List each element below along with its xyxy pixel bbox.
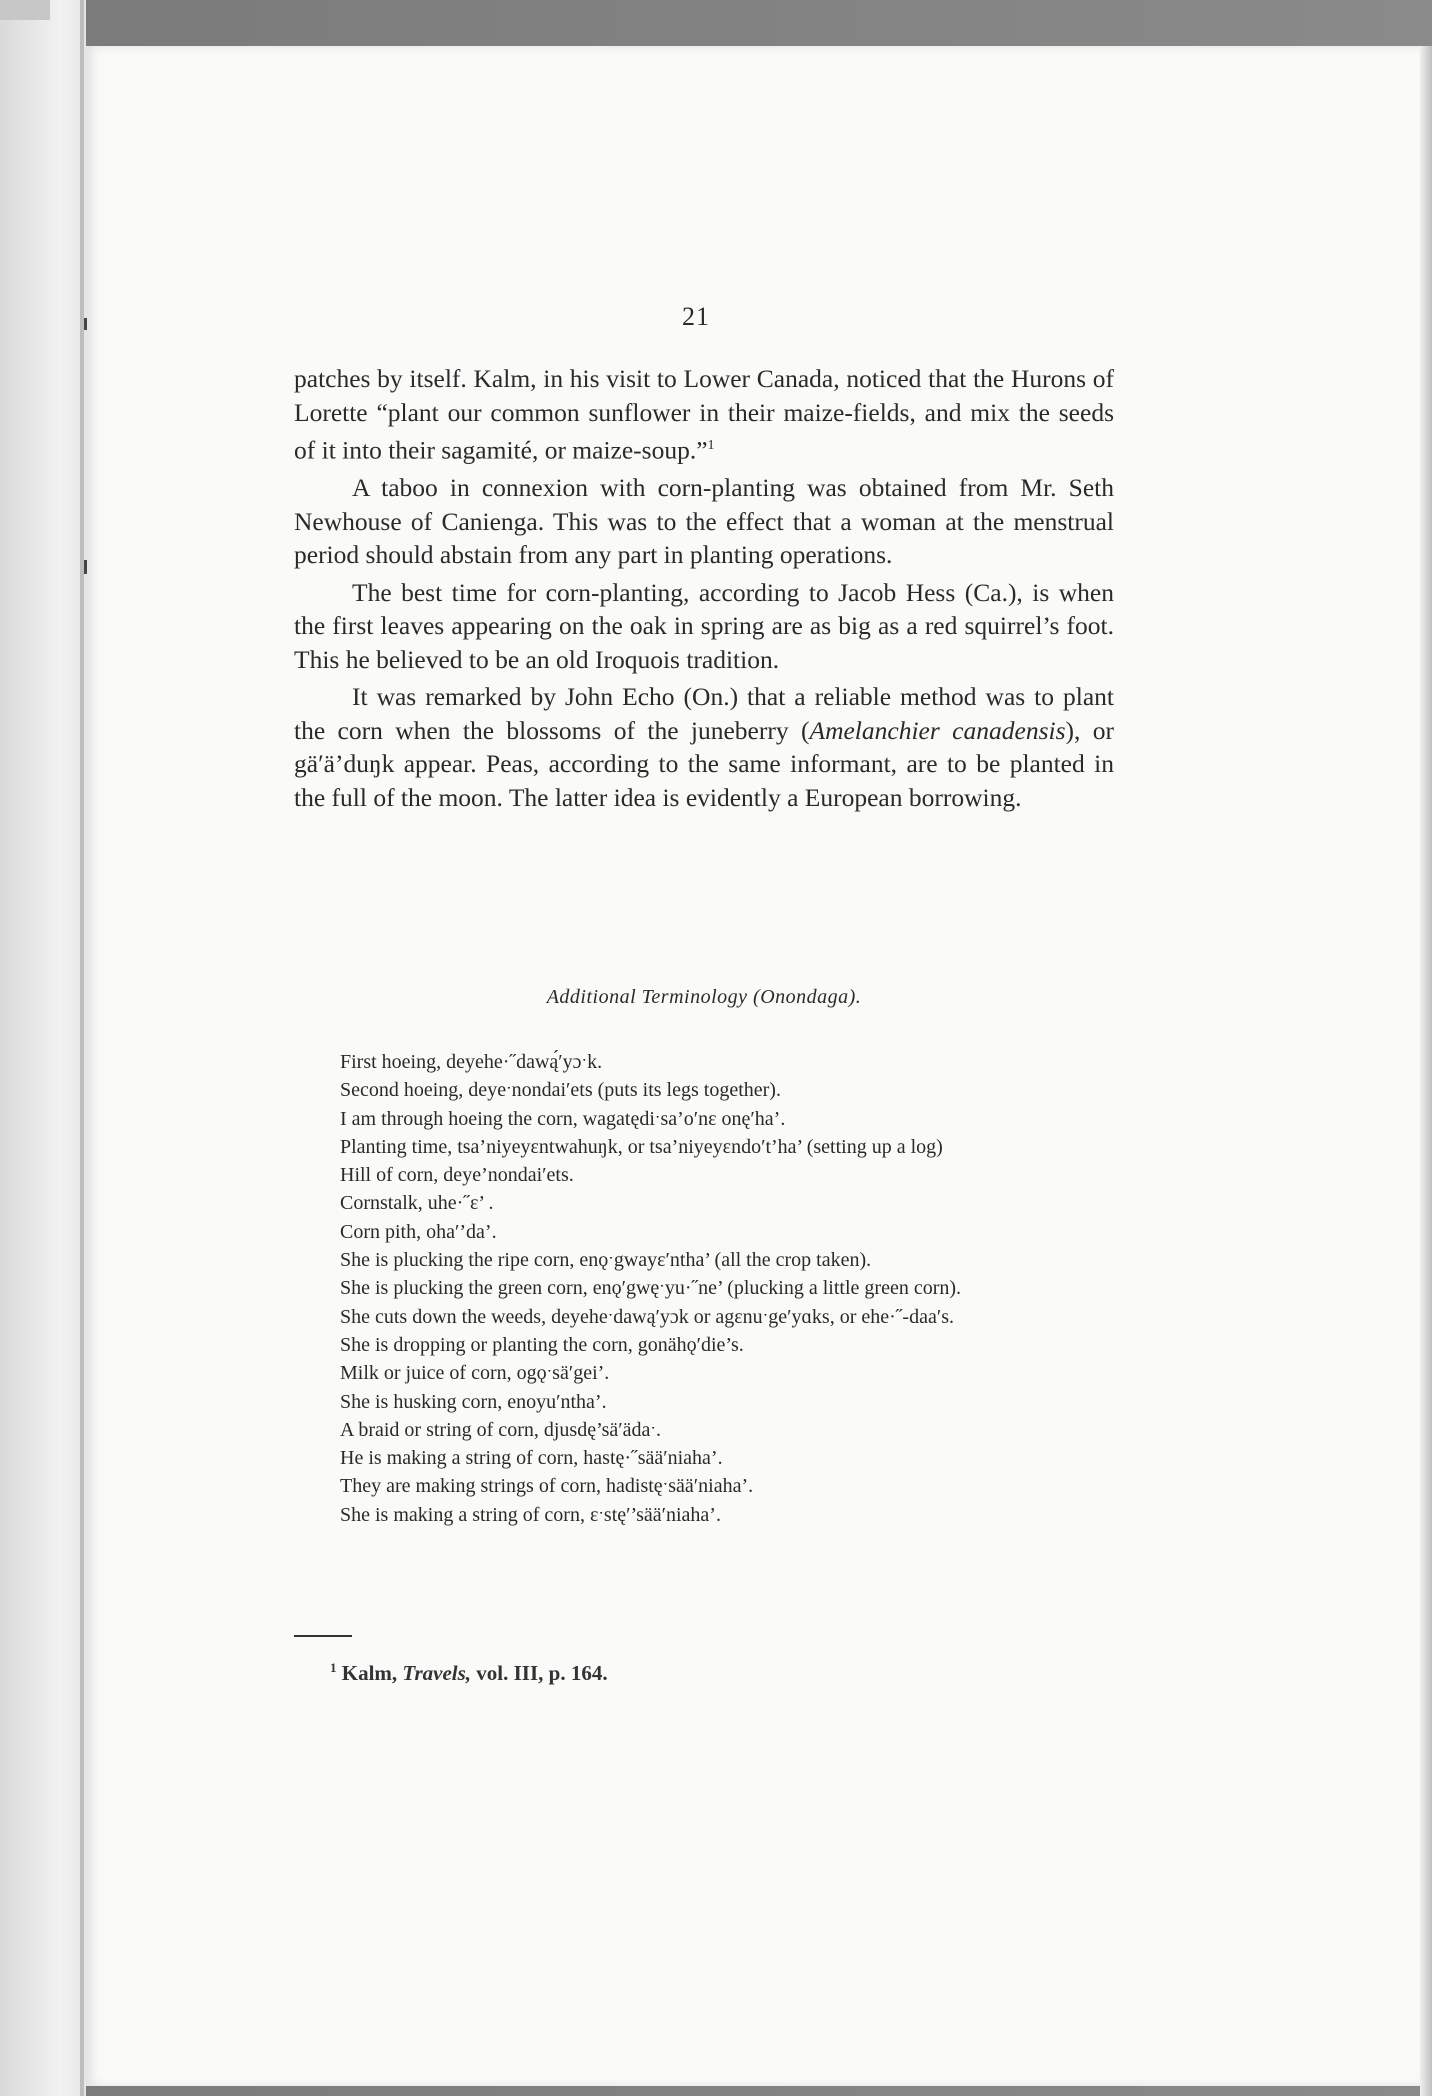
list-item: I am through hoeing the corn, wagatędiˑsa’o′nɛ onę′ha’. — [340, 1107, 786, 1130]
list-item: Second hoeing, deyeˑnondai′ets (puts its legs together). — [340, 1079, 781, 1102]
page-number: 21 — [682, 302, 710, 331]
paragraph: It was remarked by John Echo (On.) that a reliable method was to plant the corn when the blossoms of the juneberry (Amelanchier canadensis), or gä′ä’duŋk appear. Peas, according to the same informant, are to be planted in the full of the moon. The latter idea is evidently a European borrowing. — [294, 682, 1114, 812]
list-item: She is dropping or planting the corn, gonähǫ′die’s. — [340, 1333, 744, 1356]
footnote-marker: 1 — [330, 1660, 337, 1675]
paragraph: A taboo in connexion with corn-planting was obtained from Mr. Seth Newhouse of Canienga. This was to the effect that a woman at the menstrual period should abstain from any part in planting operations. — [294, 473, 1114, 569]
list-item: A braid or string of corn, djusdę’sä′ädaˑ. — [340, 1418, 661, 1441]
footnote-title: Travels, — [402, 1661, 472, 1685]
terminology-list — [340, 1048, 1114, 1529]
list-item: She is making a string of corn, ɛˑstę′’sää′niaha’. — [340, 1503, 721, 1526]
list-item: Corn pith, oha′’da’. — [340, 1220, 497, 1243]
scan-corner-tab — [0, 0, 50, 20]
footnote-reference: 1 — [707, 438, 715, 453]
list-item: Hill of corn, deye’nondai′ets. — [340, 1164, 574, 1187]
list-item: She is plucking the green corn, enǫ′gwęˑyu·˝ne’ (plucking a little green corn). — [340, 1277, 962, 1300]
page-right-edge — [1420, 46, 1432, 2096]
book-gutter — [0, 0, 86, 2096]
list-item: Milk or juice of corn, ogǫˑsä′gei’. — [340, 1362, 610, 1385]
list-item: Planting time, tsa’niyeyɛntwahuŋk, or tsa’niyeyɛndo′t’ha’ (setting up a log) — [340, 1135, 943, 1158]
list-item: They are making strings of corn, hadistęˑsää′niaha’. — [340, 1475, 754, 1498]
list-item: She is husking corn, enoyu′ntha’. — [340, 1390, 607, 1413]
margin-mark — [84, 560, 87, 574]
list-item: First hoeing, deyehe·˝dawą́′yɔˑk. — [340, 1051, 603, 1073]
section-heading: Additional Terminology (Onondaga). — [546, 986, 862, 1008]
list-item: Cornstalk, uhe·˝ɛ’ . — [340, 1192, 494, 1215]
list-item: He is making a string of corn, hastę·˝sää′niaha’. — [340, 1447, 723, 1470]
footnote-details: vol. III, p. 164. — [476, 1661, 608, 1685]
footnote-author: Kalm, — [341, 1661, 398, 1685]
paragraph: patches by itself. Kalm, in his visit to Lower Canada, noticed that the Hurons of Lorette “plant our common sunflower in their maize-fields, and mix the seeds of it into their sagamité, or maize-soup.”$^1$ — [294, 364, 1114, 465]
book-spine-edge — [80, 0, 84, 2096]
list-item: She is plucking the ripe corn, enǫˑgwayɛ′ntha’ (all the crop taken). — [340, 1249, 872, 1272]
footnote — [330, 1660, 1030, 1686]
footnote-divider — [294, 1635, 352, 1637]
paragraph: The best time for corn-planting, according to Jacob Hess (Ca.), is when the first leaves appearing on the oak in spring are as big as a red squirrel’s foot. This he believed to be an old Iroquois tradition. — [294, 577, 1114, 674]
list-item: She cuts down the weeds, deyeheˑdawą′yɔk or agɛnuˑge′yɑks, or ehe·˝-daa′s. — [340, 1305, 955, 1328]
body-text — [294, 362, 1114, 818]
margin-mark — [84, 318, 87, 330]
